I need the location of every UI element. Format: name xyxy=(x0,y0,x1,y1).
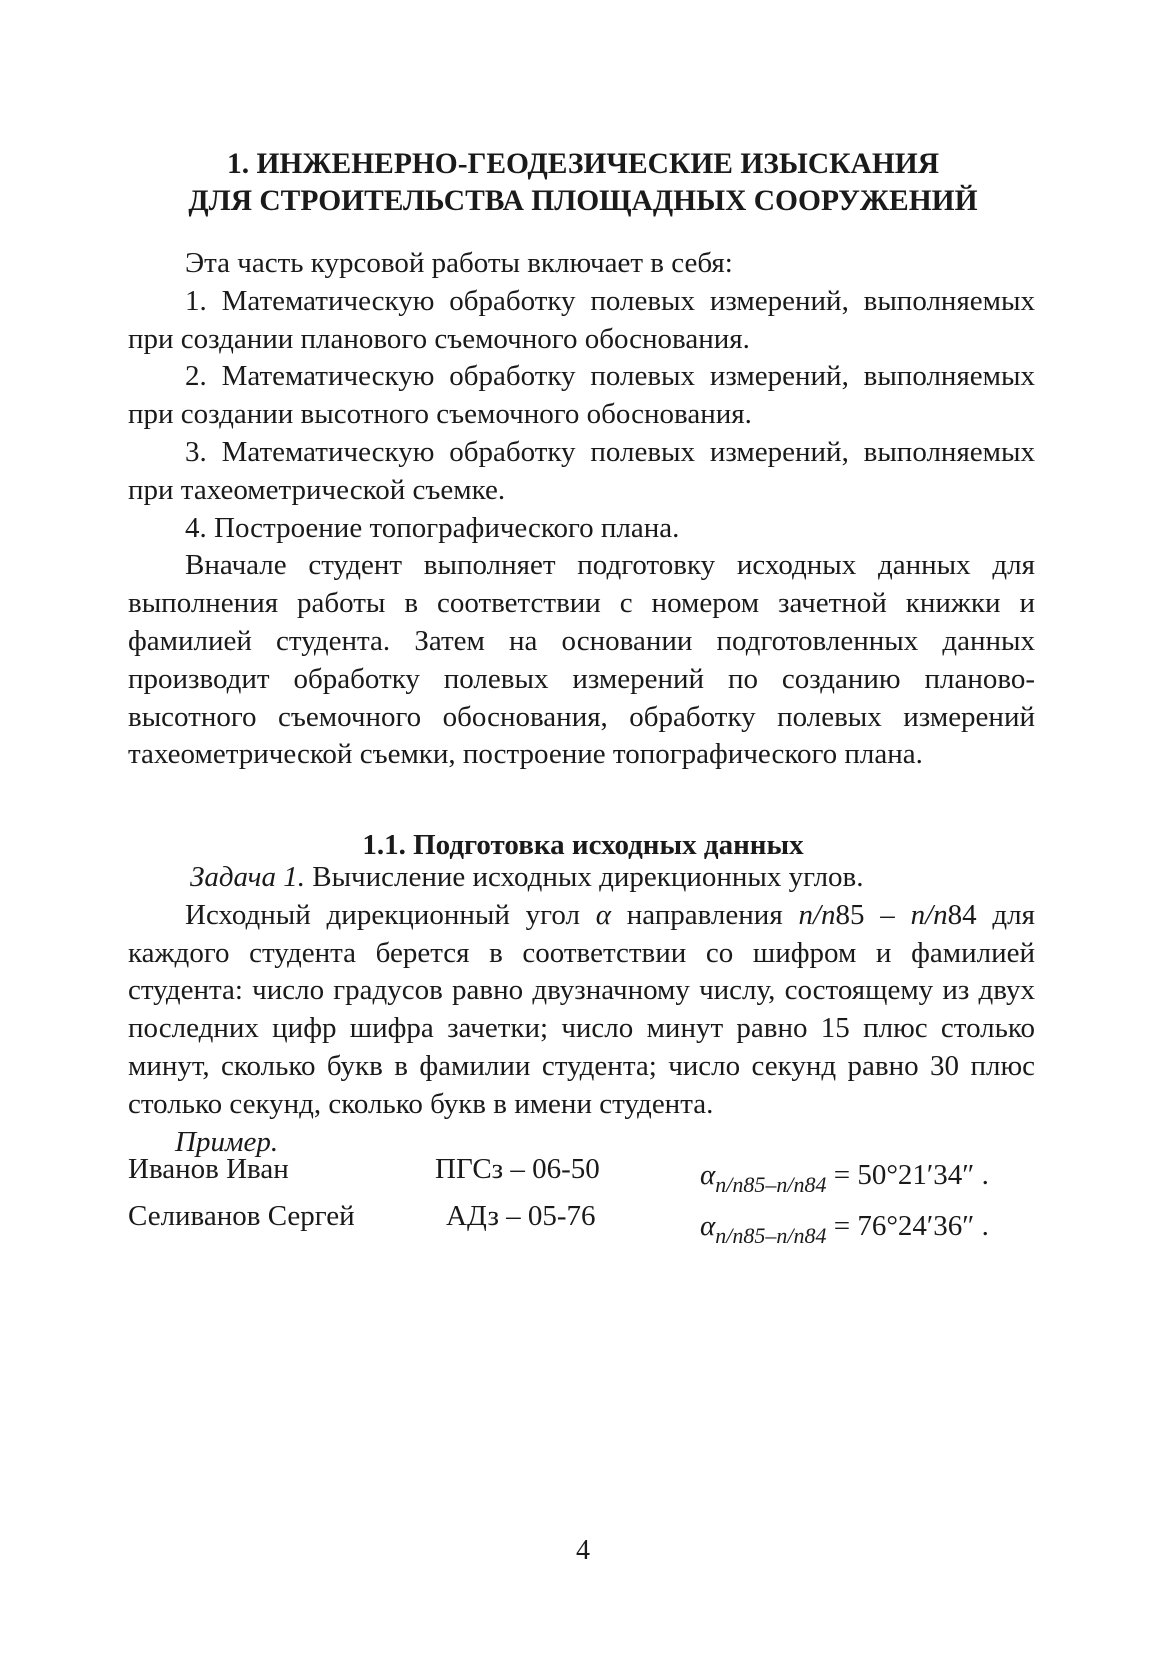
section-title: 1.1. Подготовка исходных данных xyxy=(362,829,804,861)
intro-item-4: 4. Построение топографического плана. xyxy=(185,511,680,544)
alpha-value: = 76°24′36″ . xyxy=(826,1210,989,1242)
intro-item-2: 2. Математическую обработку полевых измерений, выполняемых при создании высотного съемочного обоснования. xyxy=(128,360,1035,431)
intro-item-1: 1. Математическую обработку полевых измерений, выполняемых при создании планового съемочного обоснования. xyxy=(128,284,1035,355)
task-body-part-3: для каждого студента берется в соответствии со шифром и фамилией студента: число градусов равно двузначному числу, состоящему из двух последних цифр шифра зачетки; число минут равно 15 плюс столько минут, сколько букв в фамилии студента; число секунд равно 30 плюс столько секунд, сколько букв в имени студента. xyxy=(128,898,1035,1120)
task-body xyxy=(128,897,1035,1124)
intro-paragraph: Вначале студент выполняет подготовку исходных данных для выполнения работы в соответствии с номером зачетной книжки и фамилией студента. Затем на основании подготовленных данных производит обработку полевых измерений по созданию планово-высотного съемочного обоснования, обработку полевых измерений тахеометрической съемки, построение топографического плана. xyxy=(128,549,1035,771)
alpha-symbol: α xyxy=(700,1210,716,1242)
alpha-subscript: п/п85–п/п84 xyxy=(715,1172,827,1197)
intro-block xyxy=(128,245,1035,774)
intro-lead: Эта часть курсовой работы включает в себя: xyxy=(185,247,733,279)
direction-from-number: 85 – xyxy=(835,898,911,931)
task-heading xyxy=(128,859,1035,897)
alpha-symbol: α xyxy=(700,1159,716,1191)
chapter-title-line-1: 1. ИНЖЕНЕРНО-ГЕОДЕЗИЧЕСКИЕ ИЗЫСКАНИЯ xyxy=(226,148,940,180)
direction-to-prefix: п/п xyxy=(910,898,948,931)
chapter-title-line-2: ДЛЯ СТРОИТЕЛЬСТВА ПЛОЩАДНЫХ СООРУЖЕНИЙ xyxy=(188,185,978,217)
task-text: Вычисление исходных дирекционных углов. xyxy=(304,861,864,893)
alpha-symbol: α xyxy=(595,898,611,931)
task-body-part-2: направления xyxy=(610,898,799,931)
alpha-value: = 50°21′34″ . xyxy=(826,1159,989,1191)
student-name: Селиванов Сергей xyxy=(128,1200,355,1232)
example-row xyxy=(128,1200,1035,1248)
task-block xyxy=(128,859,1035,1161)
student-name: Иванов Иван xyxy=(128,1153,289,1185)
task-label: Задача 1. xyxy=(190,861,305,893)
alpha-subscript: п/п85–п/п84 xyxy=(715,1223,827,1248)
intro-item-3: 3. Математическую обработку полевых измерений, выполняемых при тахеометрической съемке. xyxy=(128,435,1035,506)
chapter-title xyxy=(120,146,1046,220)
alpha-formula xyxy=(700,1159,989,1198)
alpha-formula xyxy=(700,1210,989,1249)
page-number: 4 xyxy=(576,1535,590,1566)
direction-from-prefix: п/п xyxy=(798,898,836,931)
student-code: АДз – 05-76 xyxy=(446,1200,596,1232)
student-code: ПГСз – 06-50 xyxy=(435,1153,600,1185)
task-body-part-1: Исходный дирекционный угол xyxy=(185,898,596,931)
example-row xyxy=(128,1153,1035,1197)
example-label: Пример. xyxy=(175,1125,279,1158)
direction-to-number: 84 xyxy=(947,898,977,931)
